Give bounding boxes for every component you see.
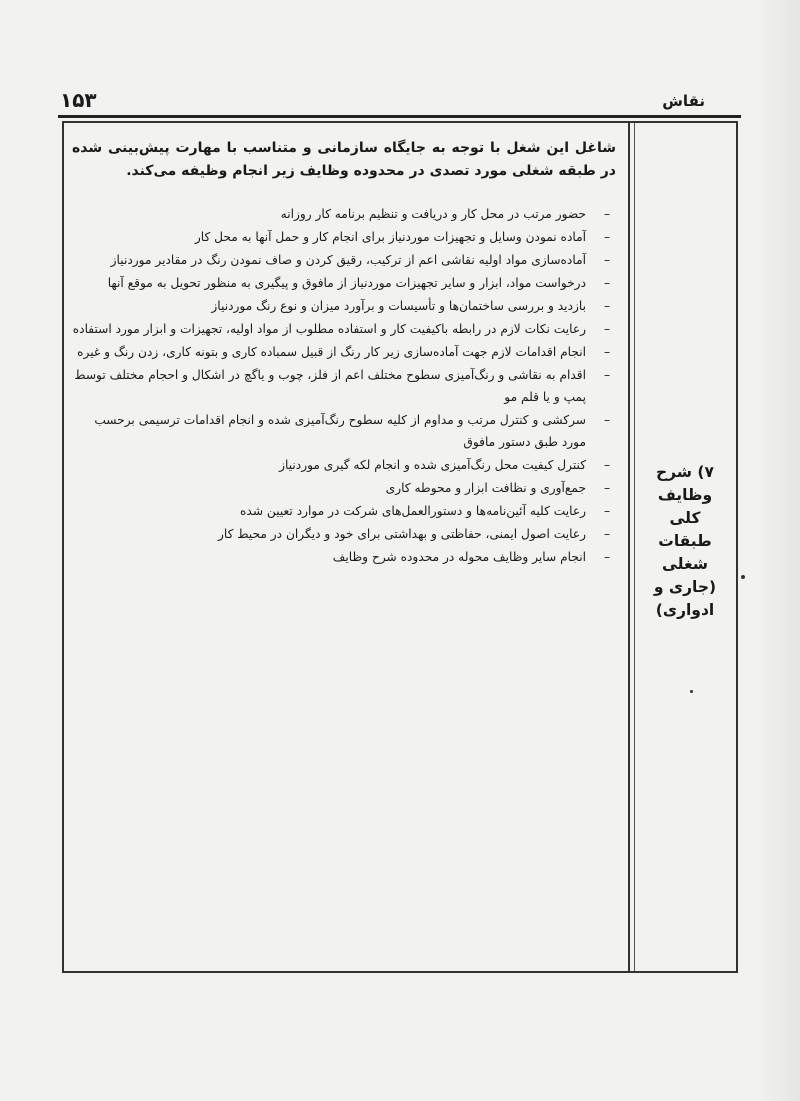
- duty-item: [72, 318, 616, 340]
- duties-content: [72, 137, 616, 569]
- duties-table: [62, 121, 738, 973]
- duty-text: اقدام به نقاشی و رنگ‌آمیزی سطوح مختلف اعم از فلز، چوب و یاگچ در اشکال و احجام مختلف توسط پمپ و یا قلم مو: [74, 368, 586, 404]
- duty-text: انجام اقدامات لازم جهت آماده‌سازی زیر کار رنگ از قبیل سمباده کاری و بتونه کاری، زدن رنگ و غیره: [77, 345, 586, 359]
- duty-text: حضور مرتب در محل کار و دریافت و تنظیم برنامه کار روزانه: [280, 207, 586, 221]
- dash-bullet: –: [603, 207, 611, 221]
- duty-item: [72, 409, 616, 453]
- duty-item: [72, 203, 616, 225]
- duty-item: [72, 226, 616, 248]
- dash-bullet: –: [603, 230, 611, 244]
- duty-item: [72, 341, 616, 363]
- duty-text: سرکشی و کنترل مرتب و مداوم از کلیه سطوح رنگ‌آمیزی شده و انجام اقدامات ترسیمی برحسب مورد طبق دستور مافوق: [94, 413, 586, 449]
- section-label: [636, 461, 734, 622]
- page-edge-shadow: [758, 0, 800, 1101]
- duty-text: رعایت کلیه آئین‌نامه‌ها و دستورالعمل‌های شرکت در موارد تعیین شده: [240, 504, 586, 518]
- dash-bullet: –: [603, 276, 611, 290]
- duty-item: [72, 249, 616, 271]
- scan-speck: [690, 690, 693, 693]
- duty-item: [72, 477, 616, 499]
- dash-bullet: –: [603, 345, 611, 359]
- duty-text: درخواست مواد، ابزار و سایر تجهیزات موردنیاز از مافوق و پیگیری به منظور تحویل به موقع آنها: [107, 276, 586, 290]
- dash-bullet: –: [603, 299, 611, 313]
- page-number: ۱۵۳: [60, 88, 97, 112]
- section-label-line: کلی: [669, 509, 701, 527]
- section-label-line: (جاری و: [653, 578, 717, 596]
- duty-text: رعایت اصول ایمنی، حفاظتی و بهداشتی برای خود و دیگران در محیط کار: [217, 527, 586, 541]
- dash-bullet: –: [603, 550, 611, 564]
- duty-text: آماده‌سازی مواد اولیه نقاشی اعم از ترکیب، رقیق کردن و صاف نمودن رنگ در مقادیر موردنیاز: [110, 253, 586, 267]
- column-divider: [628, 123, 630, 971]
- dash-bullet: –: [603, 253, 611, 267]
- duty-text: انجام سایر وظایف محوله در محدوده شرح وظایف: [332, 550, 586, 564]
- duty-item: [72, 295, 616, 317]
- duty-text: آماده نمودن وسایل و تجهیزات موردنیاز برای انجام کار و حمل آنها به محل کار: [194, 230, 586, 244]
- page-header-title: نقاش: [662, 92, 705, 110]
- duty-text: بازدید و بررسی ساختمان‌ها و تأسیسات و برآورد میزان و نوع رنگ موردنیاز: [211, 299, 586, 313]
- dash-bullet: –: [603, 368, 611, 382]
- dash-bullet: –: [603, 504, 611, 518]
- dash-bullet: –: [603, 481, 611, 495]
- dash-bullet: –: [603, 413, 611, 427]
- duty-item: [72, 454, 616, 476]
- dash-bullet: –: [603, 527, 611, 541]
- section-label-line: وظایف: [657, 486, 713, 504]
- section-label-line: شغلی: [661, 555, 708, 573]
- header-divider: [58, 115, 741, 118]
- section-label-line: ادواری): [655, 601, 715, 619]
- duty-item: [72, 500, 616, 522]
- dash-bullet: –: [603, 458, 611, 472]
- section-label-line: طبقات: [658, 532, 712, 550]
- duties-list: [72, 203, 616, 568]
- dash-bullet: –: [603, 322, 611, 336]
- duty-text: کنترل کیفیت محل رنگ‌آمیزی شده و انجام لکه گیری موردنیاز: [279, 458, 586, 472]
- column-divider-inner: [634, 123, 635, 971]
- scan-speck: [741, 575, 745, 579]
- section-label-line: ۷) شرح: [655, 463, 714, 481]
- duty-item: [72, 272, 616, 294]
- intro-paragraph: شاغل این شغل با توجه به جایگاه سازمانی و متناسب با مهارت پیش‌بینی شده در طبقه شغلی مورد تصدی در محدوده وظایف زیر انجام وظیفه می‌کند.: [72, 140, 616, 179]
- duty-item: [72, 364, 616, 408]
- duty-item: [72, 523, 616, 545]
- duty-item: [72, 546, 616, 568]
- duty-text: جمع‌آوری و نظافت ابزار و محوطه کاری: [385, 481, 586, 495]
- duty-text: رعایت نکات لازم در رابطه باکیفیت کار و استفاده مطلوب از مواد اولیه، تجهیزات و ابزار مورد استفاده: [72, 322, 586, 336]
